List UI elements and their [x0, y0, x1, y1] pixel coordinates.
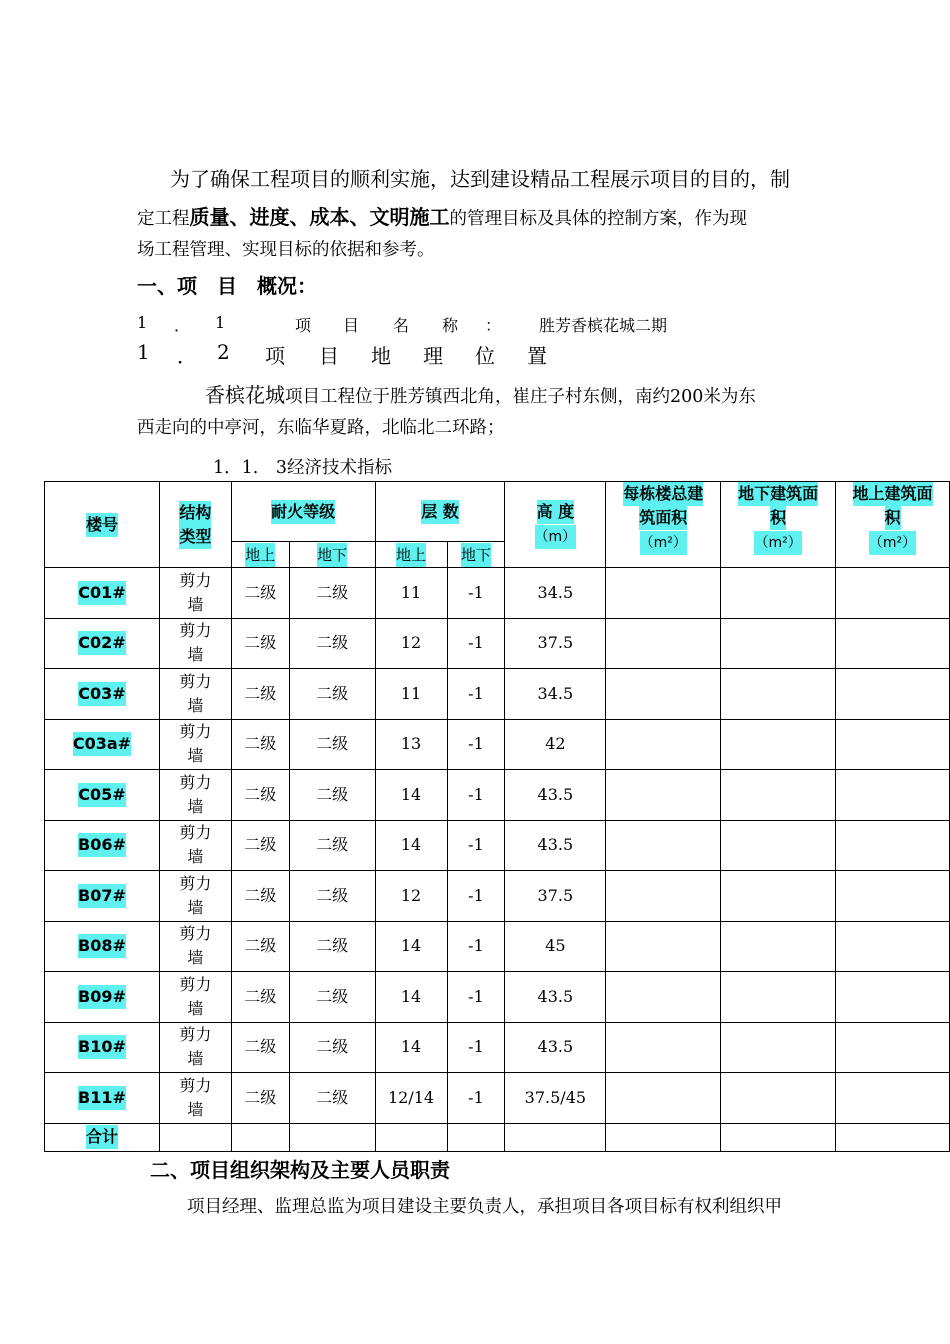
- structure-type-1: 剪力: [179, 924, 212, 944]
- cell-floors-under: [447, 921, 505, 972]
- fire-under: 二级: [316, 1037, 349, 1057]
- header-fire-under: [289, 542, 375, 568]
- structure-type-2: 墙: [187, 1099, 204, 1119]
- fire-under: 二级: [316, 633, 349, 653]
- fire-under: 二级: [316, 683, 349, 703]
- cell-floors-under: [447, 1022, 505, 1073]
- table-cell: [289, 1123, 375, 1151]
- header-above-area-label-2: 积: [885, 506, 901, 530]
- building-id: C03#: [78, 682, 125, 706]
- cell-floors-above: [375, 770, 447, 821]
- cell-floors-under: [447, 669, 505, 720]
- header-height: [505, 482, 606, 568]
- structure-type-2: 墙: [187, 998, 204, 1018]
- height-value: 37.5/45: [524, 1087, 587, 1107]
- cell-fire-above: [231, 618, 289, 669]
- cell-total-area: [606, 669, 721, 720]
- height-value: 37.5: [537, 633, 574, 653]
- cell-above-area: [836, 921, 950, 972]
- cell-under-area: [721, 719, 836, 770]
- header-building-label: 楼号: [86, 513, 118, 537]
- structure-type-2: 墙: [187, 948, 204, 968]
- table-cell: [606, 1123, 721, 1151]
- location-line-2: [137, 412, 817, 445]
- floors-above: 14: [400, 1037, 422, 1057]
- cell-above-area: [836, 770, 950, 821]
- cell-building: [45, 972, 160, 1023]
- cell-height: [505, 719, 606, 770]
- height-value: 43.5: [537, 1037, 574, 1057]
- table-row: [45, 568, 950, 619]
- cell-floors-above: [375, 972, 447, 1023]
- section-1-title: 一、项 目 概况：: [137, 274, 317, 298]
- header-above-area-label-1: 地上建筑面: [853, 482, 933, 506]
- header-floors-above-label: 地上: [396, 543, 426, 567]
- floors-under: -1: [468, 835, 484, 855]
- cell-structure: [159, 618, 231, 669]
- fire-under: 二级: [316, 835, 349, 855]
- location-text-2: 西走向的中亭河，东临华夏路，北临北二环路；: [137, 418, 505, 438]
- item-1-1-char: 1: [215, 313, 226, 332]
- item-1-3: 1．1. 3经济技术指标: [213, 458, 392, 478]
- height-value: 34.5: [537, 582, 574, 602]
- fire-under: 二级: [316, 582, 349, 602]
- header-fire-above-label: 地上: [245, 543, 275, 567]
- cell-floors-above: [375, 669, 447, 720]
- cell-height: [505, 770, 606, 821]
- cell-above-area: [836, 719, 950, 770]
- cell-fire-above: [231, 568, 289, 619]
- cell-building: [45, 820, 160, 871]
- section-2-title: 二、项目组织架构及主要人员职责: [150, 1158, 450, 1182]
- intro-line-3: [137, 234, 817, 267]
- cell-under-area: [721, 972, 836, 1023]
- cell-structure: [159, 820, 231, 871]
- cell-height: [505, 568, 606, 619]
- floors-under: -1: [468, 1087, 484, 1107]
- floors-above: 14: [400, 986, 422, 1006]
- structure-type-2: 墙: [187, 695, 204, 715]
- intro-text-2c: 的管理目标及具体的控制方案，作为现: [449, 209, 747, 229]
- structure-type-1: 剪力: [179, 974, 212, 994]
- cell-total-area: [606, 1073, 721, 1124]
- item-1-1-char: 项: [295, 316, 312, 335]
- economic-indicators-table: [44, 481, 950, 1152]
- cell-above-area: [836, 871, 950, 922]
- cell-fire-under: [289, 770, 375, 821]
- fire-above: 二级: [244, 986, 277, 1006]
- building-id: C01#: [78, 581, 125, 605]
- header-total-area: [606, 482, 721, 568]
- cell-above-area: [836, 669, 950, 720]
- cell-fire-above: [231, 669, 289, 720]
- cell-floors-above: [375, 568, 447, 619]
- table-cell: [721, 1123, 836, 1151]
- cell-under-area: [721, 770, 836, 821]
- project-name: 胜芳香槟花城二期: [539, 316, 668, 335]
- floors-above: 11: [400, 683, 422, 703]
- header-height-unit: （m）: [535, 525, 577, 549]
- item-1-2-char: 目: [319, 344, 339, 368]
- cell-total-area: [606, 921, 721, 972]
- header-fire-under-label: 地下: [317, 543, 347, 567]
- header-fire-label: 耐火等级: [271, 500, 335, 524]
- cell-fire-above: [231, 921, 289, 972]
- structure-type-2: 墙: [187, 746, 204, 766]
- cell-under-area: [721, 921, 836, 972]
- structure-type-1: 剪力: [179, 772, 212, 792]
- cell-floors-under: [447, 820, 505, 871]
- fire-above: 二级: [244, 784, 277, 804]
- height-value: 37.5: [537, 885, 574, 905]
- intro-text-2a: 定工程: [137, 209, 190, 229]
- height-value: 43.5: [537, 986, 574, 1006]
- location-line-1: [137, 379, 817, 414]
- cell-floors-above: [375, 871, 447, 922]
- table-row: [45, 1073, 950, 1124]
- floors-above: 12: [400, 633, 422, 653]
- header-structure-label-2: 类型: [179, 525, 211, 549]
- cell-building: [45, 921, 160, 972]
- cell-floors-under: [447, 1073, 505, 1124]
- floors-under: -1: [468, 633, 484, 653]
- item-1-2-char: 位: [475, 344, 495, 368]
- header-building: [45, 482, 160, 568]
- cell-fire-under: [289, 618, 375, 669]
- cell-fire-under: [289, 719, 375, 770]
- cell-fire-under: [289, 972, 375, 1023]
- cell-under-area: [721, 568, 836, 619]
- structure-type-2: 墙: [187, 1049, 204, 1069]
- structure-type-1: 剪力: [179, 823, 212, 843]
- fire-under: 二级: [316, 784, 349, 804]
- floors-under: -1: [468, 582, 484, 602]
- item-1-2-char: 项: [265, 344, 285, 368]
- cell-fire-under: [289, 1073, 375, 1124]
- cell-fire-above: [231, 1073, 289, 1124]
- cell-building: [45, 1073, 160, 1124]
- item-1-1-char: 1: [137, 313, 148, 332]
- cell-height: [505, 972, 606, 1023]
- cell-total-area: [606, 820, 721, 871]
- item-1-2-char: 地: [371, 344, 391, 368]
- structure-type-2: 墙: [187, 897, 204, 917]
- cell-total-area: [606, 1022, 721, 1073]
- cell-fire-above: [231, 1022, 289, 1073]
- table-row: [45, 669, 950, 720]
- table-row: [45, 618, 950, 669]
- cell-fire-under: [289, 1022, 375, 1073]
- cell-structure: [159, 972, 231, 1023]
- table-cell: [231, 1123, 289, 1151]
- building-id: B10#: [78, 1035, 126, 1059]
- intro-key-targets: 质量、进度、成本、文明施工: [189, 205, 450, 229]
- cell-height: [505, 1022, 606, 1073]
- floors-above: 14: [400, 784, 422, 804]
- intro-line-2: [137, 201, 817, 236]
- height-value: 42: [545, 734, 566, 754]
- cell-structure: [159, 871, 231, 922]
- structure-type-2: 墙: [187, 796, 204, 816]
- header-total-area-label-2: 筑面积: [639, 506, 687, 530]
- cell-above-area: [836, 972, 950, 1023]
- cell-height: [505, 618, 606, 669]
- header-under-area-unit: （m²）: [754, 531, 801, 555]
- cell-under-area: [721, 1073, 836, 1124]
- header-floors-under: [447, 542, 505, 568]
- cell-total-area: [606, 719, 721, 770]
- height-value: 43.5: [537, 784, 574, 804]
- total-label: 合计: [86, 1125, 118, 1149]
- cell-above-area: [836, 618, 950, 669]
- structure-type-1: 剪力: [179, 722, 212, 742]
- floors-above: 12: [400, 885, 422, 905]
- fire-above: 二级: [244, 936, 277, 956]
- item-1-2-char: 理: [423, 344, 443, 368]
- cell-height: [505, 1073, 606, 1124]
- fire-above: 二级: [244, 1087, 277, 1107]
- cell-structure: [159, 568, 231, 619]
- header-total-area-unit: （m²）: [640, 531, 687, 555]
- table-cell: [836, 1123, 950, 1151]
- structure-type-2: 墙: [187, 645, 204, 665]
- building-id: B06#: [78, 833, 126, 857]
- item-1-1-char: ：: [485, 316, 502, 335]
- intro-text-1: 为了确保工程项目的顺利实施，达到建设精品工程展示项目的目的，制: [170, 167, 790, 191]
- header-floors: [375, 482, 505, 542]
- cell-building: [45, 568, 160, 619]
- cell-under-area: [721, 820, 836, 871]
- structure-type-2: 墙: [187, 847, 204, 867]
- cell-fire-under: [289, 871, 375, 922]
- structure-type-1: 剪力: [179, 621, 212, 641]
- floors-under: -1: [468, 1037, 484, 1057]
- structure-type-1: 剪力: [179, 671, 212, 691]
- floors-above: 14: [400, 835, 422, 855]
- cell-structure: [159, 719, 231, 770]
- table-total-row: [45, 1123, 950, 1151]
- header-height-label: 高 度: [537, 500, 575, 524]
- cell-above-area: [836, 1073, 950, 1124]
- cell-structure: [159, 1022, 231, 1073]
- table-cell: [159, 1123, 231, 1151]
- floors-above: 12/14: [387, 1087, 435, 1107]
- header-structure: [159, 482, 231, 568]
- item-1-1-char: 目: [343, 316, 360, 335]
- fire-under: 二级: [316, 936, 349, 956]
- header-under-area-label-2: 积: [770, 506, 786, 530]
- cell-building: [45, 669, 160, 720]
- cell-building: [45, 618, 160, 669]
- cell-floors-above: [375, 618, 447, 669]
- table-row: [45, 770, 950, 821]
- cell-height: [505, 871, 606, 922]
- cell-floors-under: [447, 568, 505, 619]
- header-fire-above: [231, 542, 289, 568]
- structure-type-1: 剪力: [179, 570, 212, 590]
- cell-fire-under: [289, 820, 375, 871]
- cell-floors-under: [447, 618, 505, 669]
- total-label-cell: [45, 1123, 160, 1151]
- table-cell: [447, 1123, 505, 1151]
- table-cell: [375, 1123, 447, 1151]
- cell-height: [505, 921, 606, 972]
- cell-total-area: [606, 972, 721, 1023]
- header-under-area: [721, 482, 836, 568]
- cell-building: [45, 719, 160, 770]
- cell-above-area: [836, 568, 950, 619]
- header-floors-label: 层 数: [421, 500, 459, 524]
- fire-under: 二级: [316, 986, 349, 1006]
- cell-fire-under: [289, 669, 375, 720]
- item-1-1-char: 称: [442, 316, 459, 335]
- fire-above: 二级: [244, 1037, 277, 1057]
- cell-floors-above: [375, 1073, 447, 1124]
- building-id: C03a#: [73, 732, 131, 756]
- cell-above-area: [836, 820, 950, 871]
- building-id: B07#: [78, 884, 126, 908]
- cell-total-area: [606, 568, 721, 619]
- cell-under-area: [721, 1022, 836, 1073]
- cell-floors-under: [447, 972, 505, 1023]
- header-above-area: [836, 482, 950, 568]
- table-header-row: [45, 482, 950, 542]
- cell-building: [45, 770, 160, 821]
- table-row: [45, 719, 950, 770]
- table-row: [45, 820, 950, 871]
- header-under-area-label-1: 地下建筑面: [738, 482, 818, 506]
- floors-above: 14: [400, 936, 422, 956]
- item-1-2-char: 1: [137, 340, 150, 364]
- fire-under: 二级: [316, 1087, 349, 1107]
- building-id: C05#: [78, 783, 125, 807]
- floors-under: -1: [468, 936, 484, 956]
- table-row: [45, 1022, 950, 1073]
- fire-above: 二级: [244, 734, 277, 754]
- table-row: [45, 921, 950, 972]
- cell-fire-under: [289, 921, 375, 972]
- structure-type-2: 墙: [187, 594, 204, 614]
- building-id: B08#: [78, 934, 126, 958]
- building-id: C02#: [78, 631, 125, 655]
- header-total-area-label-1: 每栋楼总建: [623, 482, 703, 506]
- cell-height: [505, 820, 606, 871]
- intro-text-3: 场工程管理、实现目标的依据和参考。: [137, 240, 435, 260]
- item-1-2-char: ．: [177, 344, 197, 368]
- floors-above: 13: [400, 734, 422, 754]
- intro-line-1: [137, 163, 817, 198]
- item-1-2-char: 置: [527, 344, 547, 368]
- structure-type-1: 剪力: [179, 1075, 212, 1095]
- header-floors-under-label: 地下: [461, 543, 491, 567]
- fire-under: 二级: [316, 885, 349, 905]
- cell-height: [505, 669, 606, 720]
- fire-above: 二级: [244, 582, 277, 602]
- cell-floors-under: [447, 719, 505, 770]
- cell-building: [45, 1022, 160, 1073]
- section-2-para: 项目经理、监理总监为项目建设主要负责人，承担项目各项目标有权利组织甲: [187, 1197, 782, 1217]
- cell-total-area: [606, 871, 721, 922]
- table-cell: [505, 1123, 606, 1151]
- floors-under: -1: [468, 683, 484, 703]
- fire-above: 二级: [244, 835, 277, 855]
- cell-fire-above: [231, 719, 289, 770]
- fire-above: 二级: [244, 885, 277, 905]
- header-above-area-unit: （m²）: [869, 531, 916, 555]
- cell-total-area: [606, 770, 721, 821]
- cell-floors-under: [447, 770, 505, 821]
- header-fire: [231, 482, 375, 542]
- fire-above: 二级: [244, 683, 277, 703]
- floors-under: -1: [468, 784, 484, 804]
- cell-fire-above: [231, 770, 289, 821]
- cell-floors-above: [375, 719, 447, 770]
- cell-floors-above: [375, 921, 447, 972]
- cell-floors-above: [375, 1022, 447, 1073]
- structure-type-1: 剪力: [179, 1025, 212, 1045]
- floors-under: -1: [468, 885, 484, 905]
- cell-structure: [159, 921, 231, 972]
- floors-under: -1: [468, 734, 484, 754]
- cell-total-area: [606, 618, 721, 669]
- cell-fire-above: [231, 972, 289, 1023]
- height-value: 43.5: [537, 835, 574, 855]
- header-structure-label-1: 结构: [179, 501, 211, 525]
- floors-under: -1: [468, 986, 484, 1006]
- item-1-1-char: 名: [393, 316, 410, 335]
- cell-building: [45, 871, 160, 922]
- item-1-2-char: 2: [217, 340, 230, 364]
- height-value: 34.5: [537, 683, 574, 703]
- building-id: B11#: [78, 1086, 126, 1110]
- cell-structure: [159, 1073, 231, 1124]
- building-id: B09#: [78, 985, 126, 1009]
- cell-floors-under: [447, 871, 505, 922]
- structure-type-1: 剪力: [179, 873, 212, 893]
- cell-fire-under: [289, 568, 375, 619]
- fire-under: 二级: [316, 734, 349, 754]
- cell-under-area: [721, 618, 836, 669]
- cell-floors-above: [375, 820, 447, 871]
- location-text-1: 项目工程位于胜芳镇西北角，崔庄子村东侧，南约200米为东: [285, 387, 756, 407]
- height-value: 45: [545, 936, 566, 956]
- cell-fire-above: [231, 820, 289, 871]
- cell-fire-above: [231, 871, 289, 922]
- fire-above: 二级: [244, 633, 277, 653]
- cell-under-area: [721, 871, 836, 922]
- cell-above-area: [836, 1022, 950, 1073]
- cell-structure: [159, 770, 231, 821]
- location-project: 香槟花城: [205, 383, 285, 407]
- table-row: [45, 972, 950, 1023]
- item-1-1-char: ．: [174, 316, 191, 335]
- cell-structure: [159, 669, 231, 720]
- header-floors-above: [375, 542, 447, 568]
- floors-above: 11: [400, 582, 422, 602]
- table-row: [45, 871, 950, 922]
- cell-under-area: [721, 669, 836, 720]
